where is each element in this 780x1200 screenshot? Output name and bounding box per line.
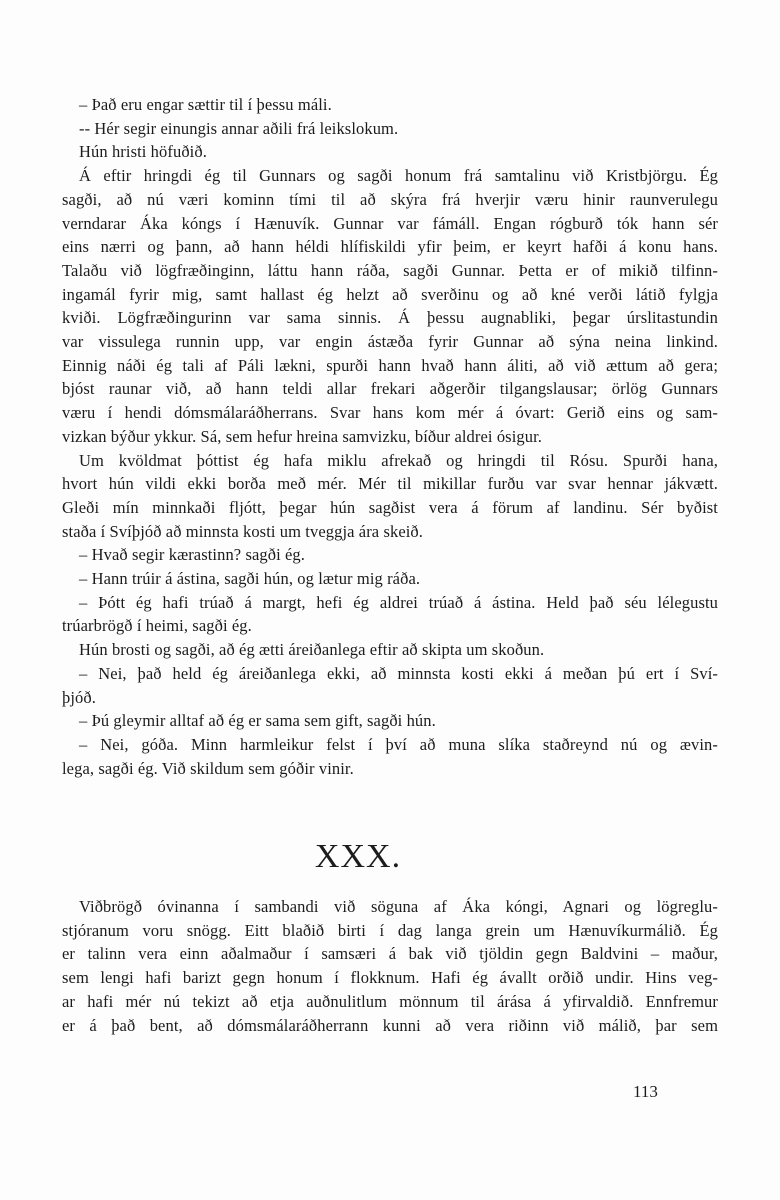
- text-line: Einnig náði ég tali af Páli lækni, spurði hann hvað hann áliti, að við ættum að gera;: [62, 355, 718, 375]
- text-line: – Þú gleymir alltaf að ég er sama sem gift, sagði hún.: [79, 711, 436, 731]
- text-line: var vissulega runnin upp, var engin ástæða fyrir Gunnar að sýna neina linkind.: [62, 332, 718, 352]
- text-line: Viðbrögð óvinanna í sambandi við söguna af Áka kóngi, Agnari og lögreglu-: [79, 897, 718, 916]
- text-line: ingamál fyrir mig, samt hallast ég helzt að sverðinu og að kné verði látið fylgja: [62, 284, 718, 304]
- text-line: trúarbrögð í heimi, sagði ég.: [62, 616, 252, 636]
- body-text-block-1: [62, 93, 718, 780]
- text-line: væru í hendi dómsmálaráðherrans. Svar hans kom mér á óvart: Gerið eins og sam-: [62, 403, 718, 423]
- text-line: -- Hér segir einungis annar aðili frá leikslokum.: [79, 118, 399, 138]
- text-line: – Þótt ég hafi trúað á margt, hefi ég aldrei trúað á ástina. Held það séu lélegustu: [79, 592, 718, 612]
- text-line: Hún hristi höfuðið.: [79, 142, 207, 162]
- text-line: kviði. Lögfræðingurinn var sama sinnis. Á þessu augnabliki, þegar úrslitastundin: [62, 308, 718, 328]
- text-line: – Nei, góða. Minn harmleikur felst í því að muna slíka staðreynd nú og ævin-: [79, 734, 718, 754]
- text-line: – Hvað segir kærastinn? sagði ég.: [79, 545, 306, 565]
- chapter-heading: XXX.: [314, 838, 402, 875]
- text-line: – Hann trúir á ástina, sagði hún, og lætur mig ráða.: [79, 569, 421, 589]
- text-line: staða í Svíþjóð að minnsta kosti um tveggja ára skeið.: [62, 521, 424, 541]
- text-line: Hún brosti og sagði, að ég ætti áreiðanlega eftir að skipta um skoðun.: [79, 640, 545, 660]
- text-line: eins nærri og þann, að hann héldi hlífiskildi yfir þeim, er keyrt hafði á konu hans.: [62, 237, 718, 257]
- text-line: sagði, að nú væri kominn tími til að skýra frá hverjir væru hinir raunverulegu: [62, 189, 718, 209]
- text-line: vizkan býður ykkur. Sá, sem hefur hreina samvizku, bíður aldrei ósigur.: [62, 426, 542, 446]
- text-line: Um kvöldmat þóttist ég hafa miklu afrekað og hringdi til Rósu. Spurði hana,: [79, 450, 718, 470]
- text-line: sem lengi hafi barizt gegn honum í flokknum. Hafi ég ávallt orðið undir. Hins veg-: [62, 968, 718, 988]
- text-line: verndarar Áka kóngs í Hænuvík. Gunnar var fámáll. Engan rógburð tók hann sér: [62, 213, 718, 233]
- text-line: lega, sagði ég. Við skildum sem góðir vinir.: [62, 758, 354, 778]
- text-line: stjóranum voru snögg. Eitt blaðið birti í dag langa grein um Hænuvíkurmálið. Ég: [62, 920, 718, 940]
- text-line: Gleði mín minnkaði fljótt, þegar hún sagðist vera á förum af landinu. Sér byðist: [62, 497, 718, 517]
- text-line: þjóð.: [62, 687, 96, 707]
- text-line: er á það bent, að dómsmálaráðherrann kunni að vera riðinn við málið, þar sem: [62, 1015, 718, 1035]
- text-line: Talaðu við lögfræðinginn, láttu hann ráða, sagði Gunnar. Þetta er of mikið tilfinn-: [62, 260, 718, 280]
- text-line: bjóst raunar við, að hann teldi allar frekari aðgerðir tilgangslausar; örlög Gunnars: [62, 379, 718, 399]
- text-line: Á eftir hringdi ég til Gunnars og sagði honum frá samtalinu við Kristbjörgu. Ég: [79, 166, 718, 186]
- text-line: hvort hún vildi ekki borða með mér. Mér til mikillar furðu var svar hennar jákvætt.: [62, 474, 718, 494]
- text-line: – Það eru engar sættir til í þessu máli.: [79, 95, 332, 114]
- text-line: er talinn vera einn aðalmaður í samsæri á bak við tjöldin gegn Baldvini – maður,: [62, 944, 718, 964]
- body-text-block-2: [62, 895, 718, 1037]
- page-number: 113: [633, 1082, 658, 1101]
- text-line: ar hafi mér nú tekizt að etja auðnulitlum mönnum til árása á yfirvaldið. Ennfremur: [62, 991, 718, 1011]
- text-line: – Nei, það held ég áreiðanlega ekki, að minnsta kosti ekki á meðan þú ert í Sví-: [79, 663, 718, 683]
